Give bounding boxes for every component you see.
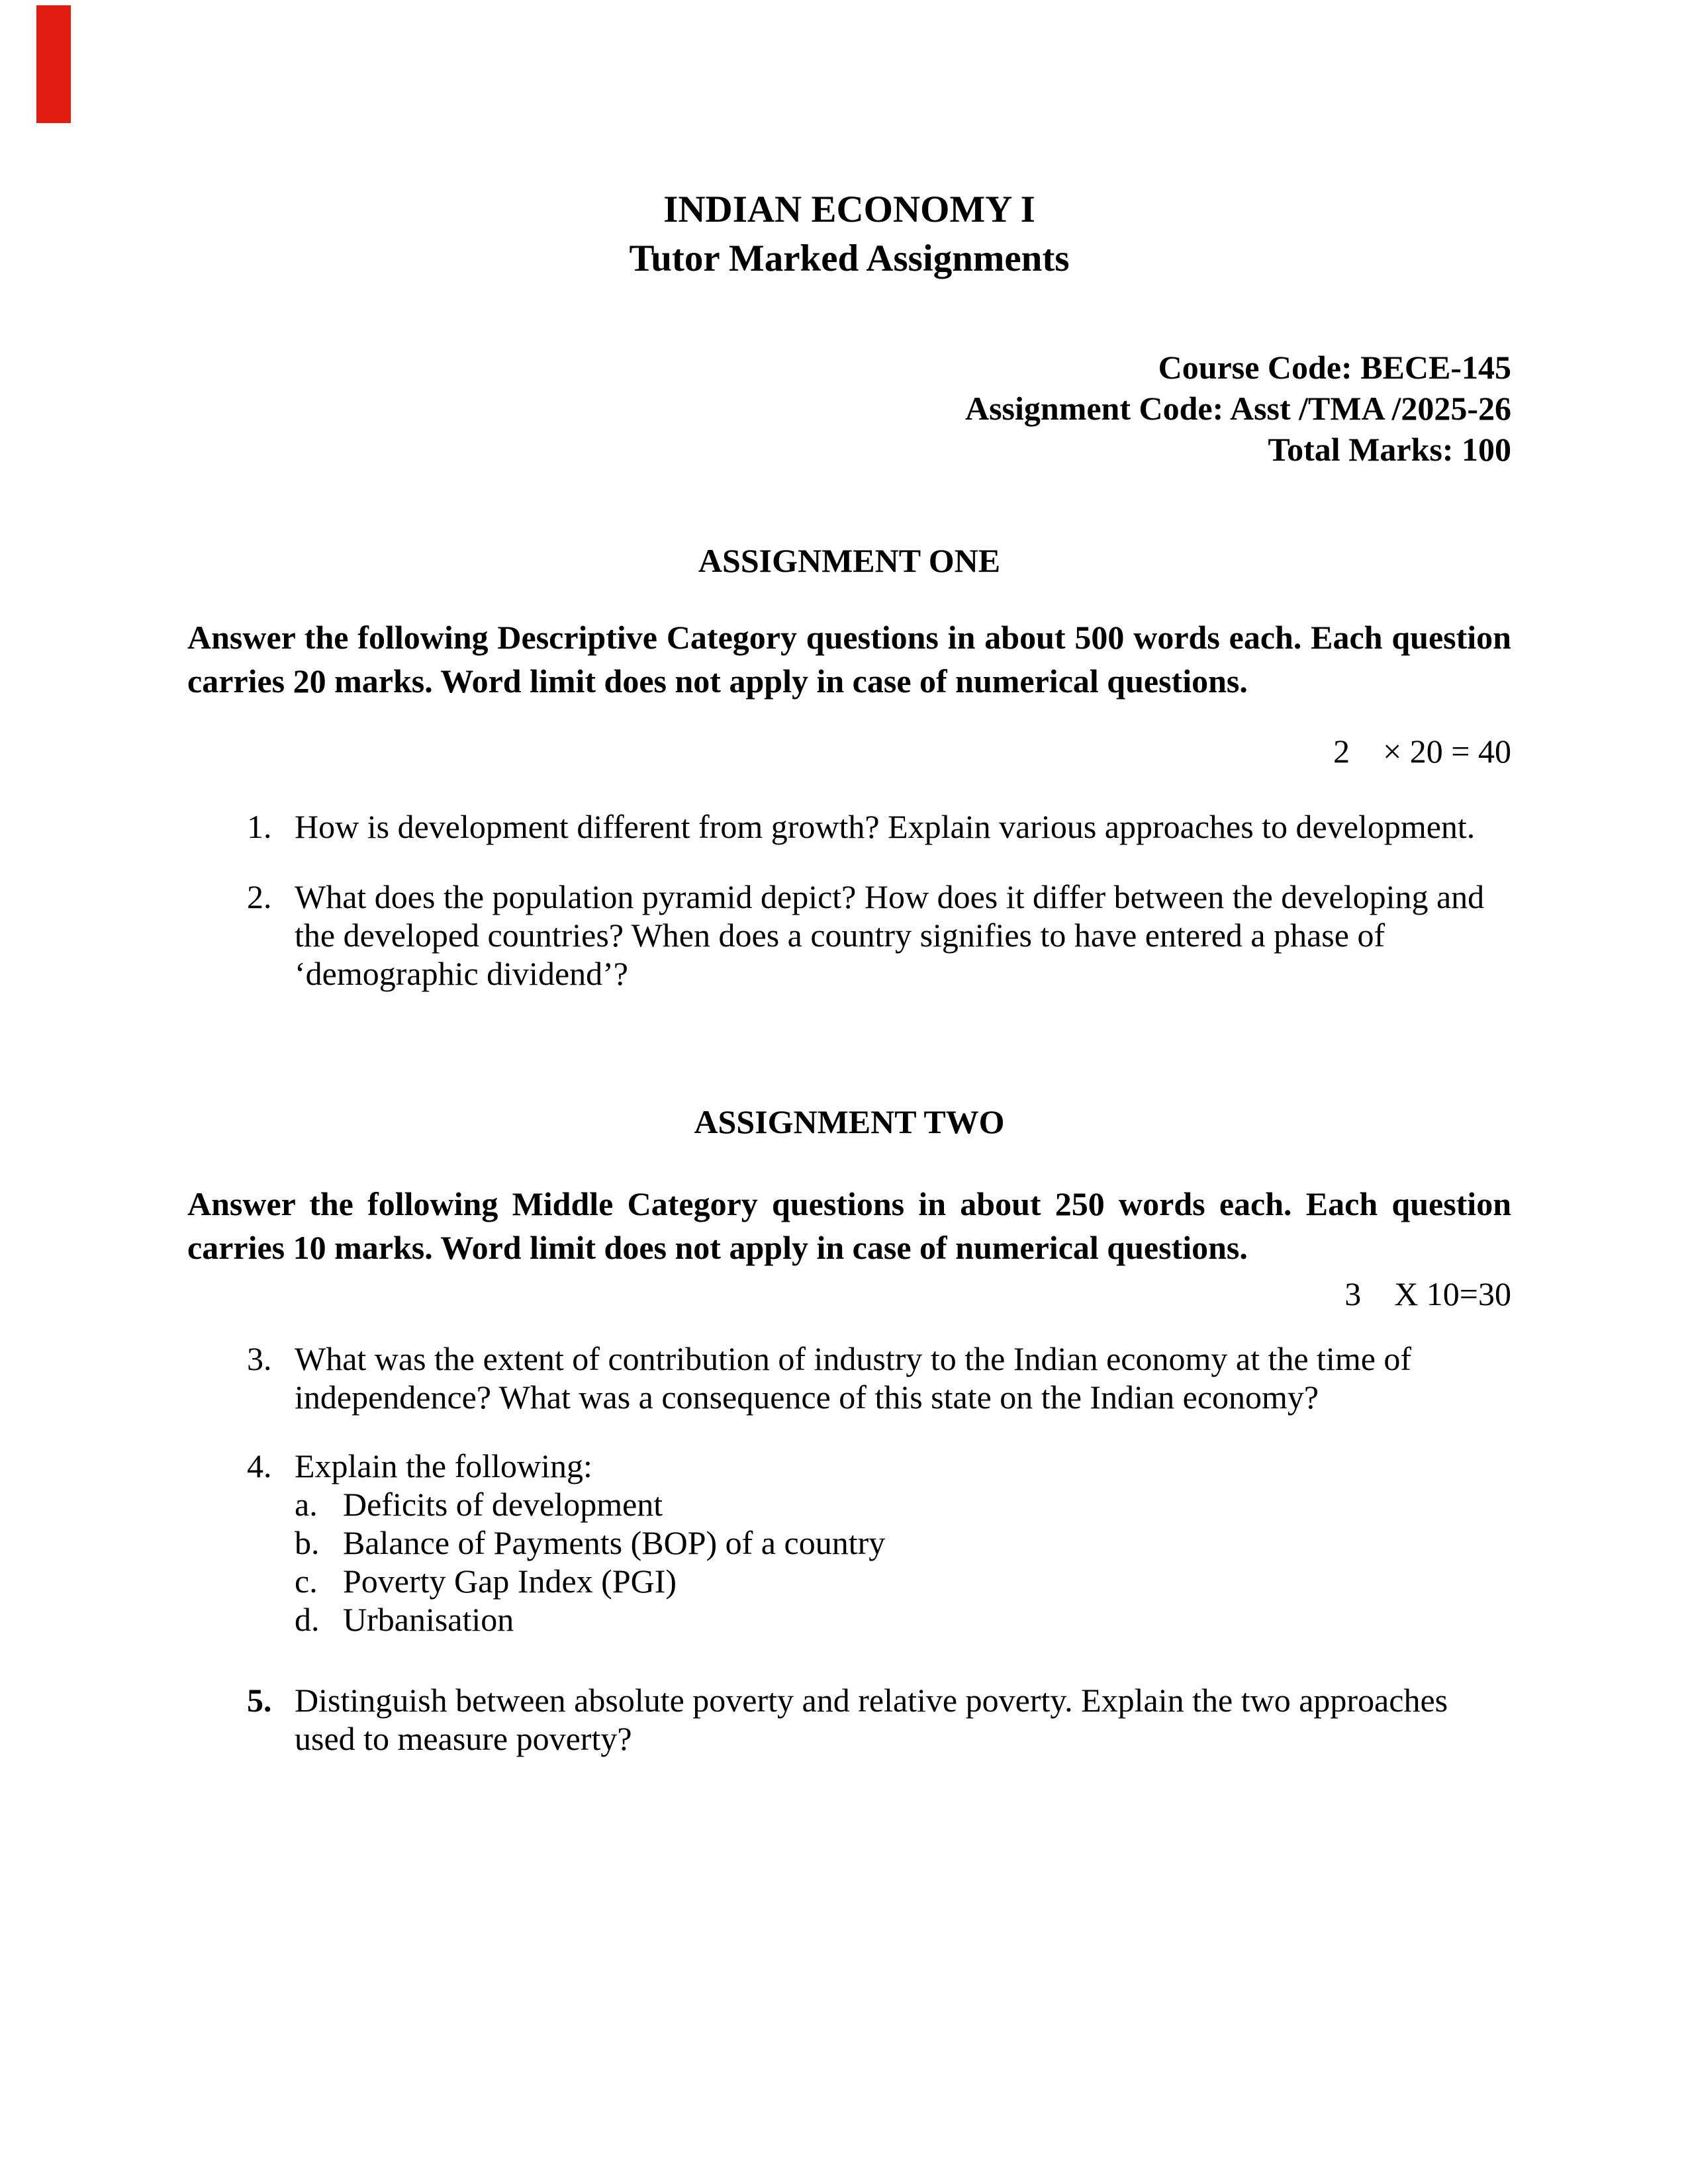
- document-title: [187, 185, 1511, 283]
- assignment-code: Assignment Code: Asst /TMA /2025-26: [964, 390, 1511, 427]
- total-marks: Total Marks: 100: [1268, 431, 1511, 468]
- red-corner-mark: [36, 5, 71, 123]
- question-4-text: Explain the following:: [295, 1447, 592, 1484]
- question-1-number: 1.: [247, 808, 272, 845]
- assignment-meta: [187, 347, 1511, 470]
- question-3: [187, 1340, 1511, 1416]
- title-line-2: Tutor Marked Assignments: [629, 238, 1070, 279]
- question-1: [187, 807, 1511, 846]
- sub-item-c-letter: c.: [295, 1563, 318, 1600]
- assignment-one-instructions: Answer the following Descriptive Category questions in about 500 words each. Each question carries 20 marks. Word limit does not apply in case of numerical questions.: [187, 619, 1511, 700]
- question-4-number: 4.: [247, 1447, 272, 1484]
- title-line-1: INDIAN ECONOMY I: [663, 189, 1035, 230]
- question-3-text: What was the extent of contribution of industry to the Indian economy at the time of independence? What was a consequence of this state on the Indian economy?: [295, 1340, 1412, 1416]
- question-4-sub-items: [295, 1485, 1511, 1639]
- sub-item-a: [295, 1485, 1511, 1524]
- assignment-one-marks-formula: 2 × 20 = 40: [1333, 733, 1511, 770]
- sub-item-c-text: Poverty Gap Index (PGI): [343, 1563, 677, 1600]
- question-4: [187, 1447, 1511, 1639]
- assignment-one-heading: ASSIGNMENT ONE: [698, 542, 1001, 579]
- question-2-text: What does the population pyramid depict? How does it differ between the developing and the developed countries? When does a country signifies to have entered a phase of ‘demographic dividend’?: [295, 878, 1485, 992]
- sub-item-d: [295, 1600, 1511, 1639]
- question-5: [187, 1681, 1511, 1758]
- assignment-two-instructions: Answer the following Middle Category questions in about 250 words each. Each question carries 10 marks. Word limit does not apply in case of numerical questions.: [187, 1185, 1511, 1266]
- assignment-two-marks-formula: 3 X 10=30: [1344, 1275, 1511, 1312]
- sub-item-a-letter: a.: [295, 1486, 318, 1523]
- question-5-text: Distinguish between absolute poverty and relative poverty. Explain the two approaches used to measure poverty?: [295, 1682, 1448, 1757]
- sub-item-d-text: Urbanisation: [343, 1601, 514, 1638]
- question-2-number: 2.: [247, 878, 272, 915]
- sub-item-d-letter: d.: [295, 1601, 320, 1638]
- sub-item-c: [295, 1562, 1511, 1600]
- sub-item-a-text: Deficits of development: [343, 1486, 663, 1523]
- sub-item-b: [295, 1524, 1511, 1562]
- question-2: [187, 878, 1511, 993]
- sub-item-b-text: Balance of Payments (BOP) of a country: [343, 1524, 886, 1561]
- sub-item-b-letter: b.: [295, 1524, 320, 1561]
- question-5-number: 5.: [247, 1682, 272, 1719]
- question-3-number: 3.: [247, 1340, 272, 1377]
- course-code: Course Code: BECE-145: [1158, 349, 1511, 386]
- question-4-body: [295, 1447, 1511, 1639]
- question-1-text: How is development different from growth? Explain various approaches to development.: [295, 808, 1476, 845]
- assignment-two-heading: ASSIGNMENT TWO: [694, 1103, 1005, 1140]
